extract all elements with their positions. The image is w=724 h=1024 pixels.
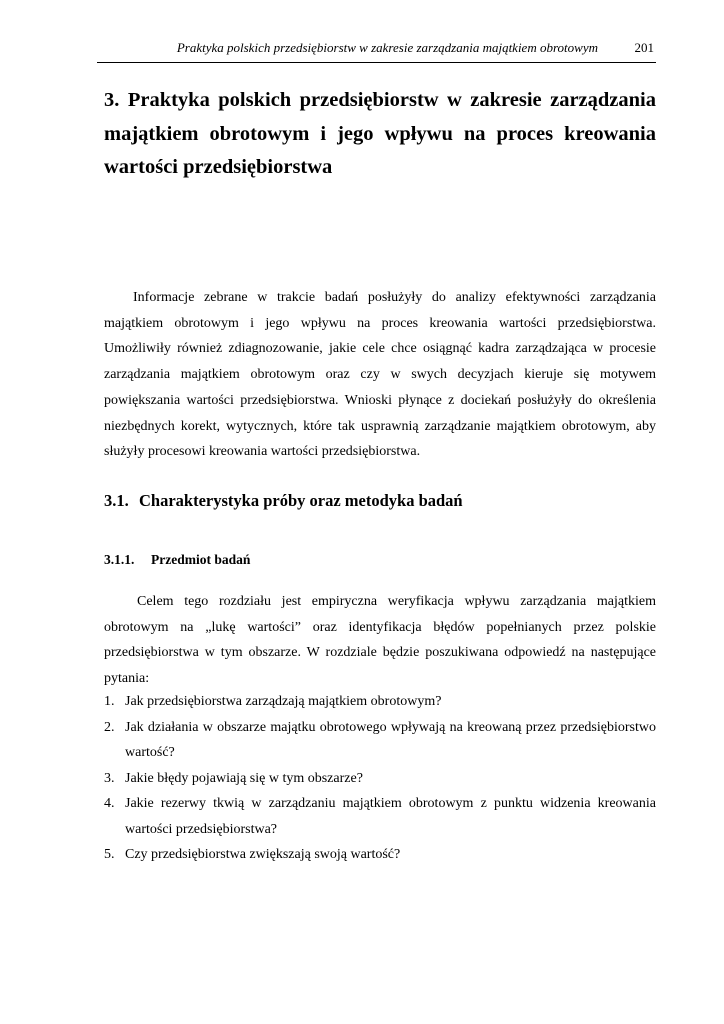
list-item (104, 766, 656, 792)
question-text: Czy przedsiębiorstwa zwiększają swoją wartość? (125, 847, 401, 862)
list-item (104, 689, 656, 715)
subsection-paragraph: Celem tego rozdziału jest empiryczna weryfikacja wpływu zarządzania majątkiem obrotowym na „lukę wartości” oraz identyfikacja błędów popełnianych przez polskie przedsiębiorstwa w tym obszarze. W rozdziale będzie poszukiwana odpowiedź na następujące pytania: (104, 594, 656, 687)
question-text: Jakie rezerwy tkwią w zarządzaniu majątkiem obrotowym z punktu widzenia kreowania wartości przedsiębiorstwa? (125, 796, 656, 837)
page-number: 201 (634, 40, 654, 55)
list-item (104, 791, 656, 842)
question-number: 5. (104, 847, 115, 862)
subsection-title: Przedmiot badań (151, 552, 251, 567)
list-item (104, 715, 656, 766)
question-text: Jakie błędy pojawiają się w tym obszarze? (125, 770, 363, 786)
subsection-number: 3.1.1. (104, 552, 135, 567)
section-heading (104, 491, 463, 511)
page-header (97, 40, 656, 63)
question-number: 1. (104, 694, 115, 709)
subsection-heading (104, 552, 250, 568)
question-number: 4. (104, 796, 115, 811)
question-number: 2. (104, 719, 115, 735)
list-item (104, 842, 656, 868)
intro-paragraph: Informacje zebrane w trakcie badań posłużyły do analizy efektywności zarządzania majątkiem obrotowym i jego wpływu na proces kreowania wartości przedsiębiorstwa. Umożliwiły również zdiagnozowanie, jakie cele chce osiągnąć kadra zarządzająca w procesie zarządzania majątkiem obrotowym oraz czy w swych decyzjach kieruje się motywem powiększania wartości przedsiębiorstwa. Wnioski płynące z dociekań posłużyły do określenia niezbędnych korekt, wytycznych, które tak usprawnią zarządzanie majątkiem obrotowym, aby służyły procesowi kreowania wartości przedsiębiorstwa. (104, 290, 656, 460)
section-title: Charakterystyka próby oraz metodyka badań (139, 491, 463, 510)
section-number: 3.1. (104, 491, 129, 510)
question-number: 3. (104, 770, 115, 786)
chapter-title: 3. Praktyka polskich przedsiębiorstw w zakresie zarządzania majątkiem obrotowym i jego wpływu na proces kreowania wartości przedsiębiorstwa (104, 89, 656, 178)
question-text: Jak przedsiębiorstwa zarządzają majątkiem obrotowym? (125, 694, 442, 709)
questions-list (104, 689, 656, 868)
running-title: Praktyka polskich przedsiębiorstw w zakresie zarządzania majątkiem obrotowym (176, 40, 598, 55)
question-text: Jak działania w obszarze majątku obrotowego wpływają na kreowaną przez przedsiębiorstwo wartość? (125, 719, 656, 760)
